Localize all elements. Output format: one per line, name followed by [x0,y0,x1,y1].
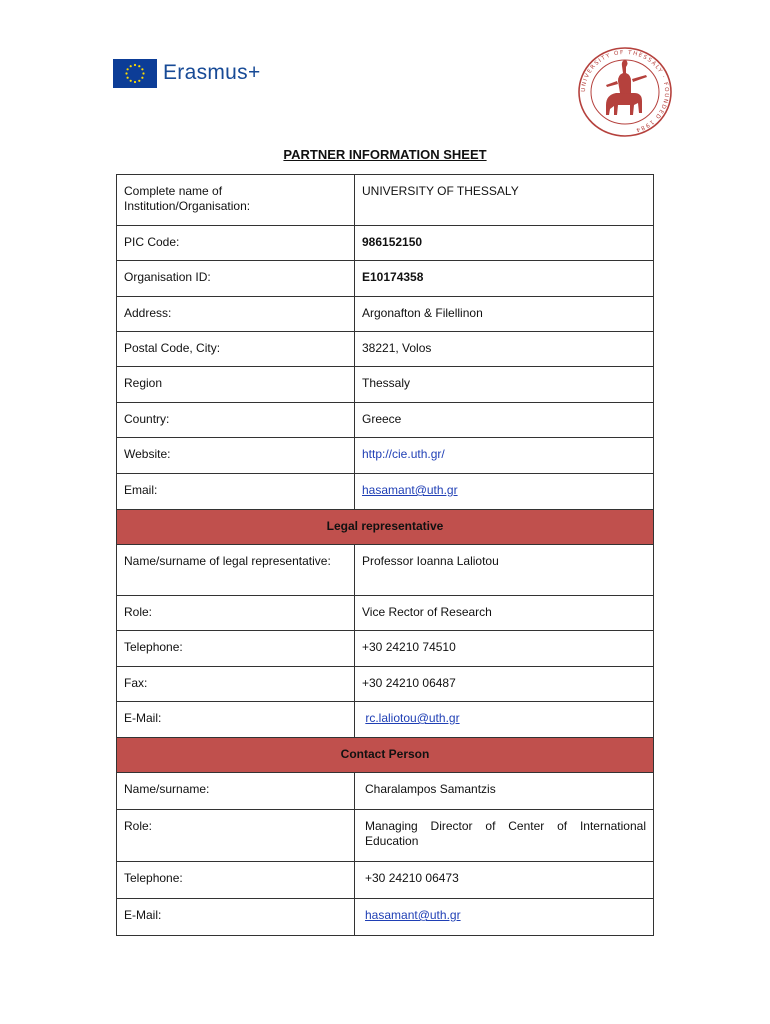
contact-telephone-label: Telephone: [117,862,355,899]
legal-email-link[interactable]: rc.laliotou@uth.gr [365,711,460,725]
contact-email-cell [355,899,654,936]
table-row [117,631,654,667]
org-id-label: Organisation ID: [117,261,355,297]
legal-telephone-label: Telephone: [117,631,355,667]
email-cell [355,474,654,510]
table-row [117,261,654,297]
country-label: Country: [117,403,355,438]
contact-role-value: Managing Director of Center of International Education [355,810,654,862]
table-row [117,667,654,702]
website-cell [355,438,654,474]
table-row [117,702,654,738]
email-link[interactable]: hasamant@uth.gr [362,483,458,497]
table-row [117,862,654,899]
legal-representative-heading: Legal representative [117,510,654,545]
country-value: Greece [355,403,654,438]
section-header-row [117,510,654,545]
table-row [117,810,654,862]
email-label: Email: [117,474,355,510]
legal-fax-label: Fax: [117,667,355,702]
contact-telephone-value: +30 24210 06473 [355,862,654,899]
legal-telephone-value: +30 24210 74510 [355,631,654,667]
institution-name-value: UNIVERSITY OF THESSALY [355,175,654,226]
address-label: Address: [117,297,355,332]
table-row [117,175,654,226]
centaur-icon [606,60,647,115]
section-header-row [117,738,654,773]
table-row [117,438,654,474]
table-row [117,596,654,631]
legal-email-cell [355,702,654,738]
legal-role-value: Vice Rector of Research [355,596,654,631]
contact-role-label: Role: [117,810,355,862]
university-seal [576,45,674,139]
postal-code-value: 38221, Volos [355,332,654,367]
website-label: Website: [117,438,355,474]
table-row [117,773,654,810]
eu-flag-icon [113,59,157,88]
table-row [117,226,654,261]
contact-name-value: Charalampos Samantzis [355,773,654,810]
table-row [117,367,654,403]
pic-code-label: PIC Code: [117,226,355,261]
legal-role-label: Role: [117,596,355,631]
postal-code-label: Postal Code, City: [117,332,355,367]
website-link[interactable]: http://cie.uth.gr/ [362,447,445,461]
table-row [117,403,654,438]
org-id-value: E10174358 [355,261,654,297]
legal-email-label: E-Mail: [117,702,355,738]
legal-fax-value: +30 24210 06487 [355,667,654,702]
table-row [117,474,654,510]
table-row [117,297,654,332]
erasmus-logo-text: Erasmus+ [163,61,261,84]
contact-name-label: Name/surname: [117,773,355,810]
page-title: PARTNER INFORMATION SHEET [283,147,487,162]
region-value: Thessaly [355,367,654,403]
seal-text: UNIVERSITY OF THESSALY · FOUNDED 1984 [580,49,670,133]
address-value: Argonafton & Filellinon [355,297,654,332]
contact-person-heading: Contact Person [117,738,654,773]
pic-code-value: 986152150 [355,226,654,261]
legal-name-label: Name/surname of legal representative: [117,545,355,596]
table-row [117,332,654,367]
table-row [117,899,654,936]
table-row [117,545,654,596]
region-label: Region [117,367,355,403]
institution-name-label: Complete name of Institution/Organisation: [117,175,355,226]
contact-email-link[interactable]: hasamant@uth.gr [365,908,461,922]
contact-email-label: E-Mail: [117,899,355,936]
erasmus-logo [113,58,261,88]
partner-info-table [116,174,654,936]
legal-name-value: Professor Ioanna Laliotou [355,545,654,596]
